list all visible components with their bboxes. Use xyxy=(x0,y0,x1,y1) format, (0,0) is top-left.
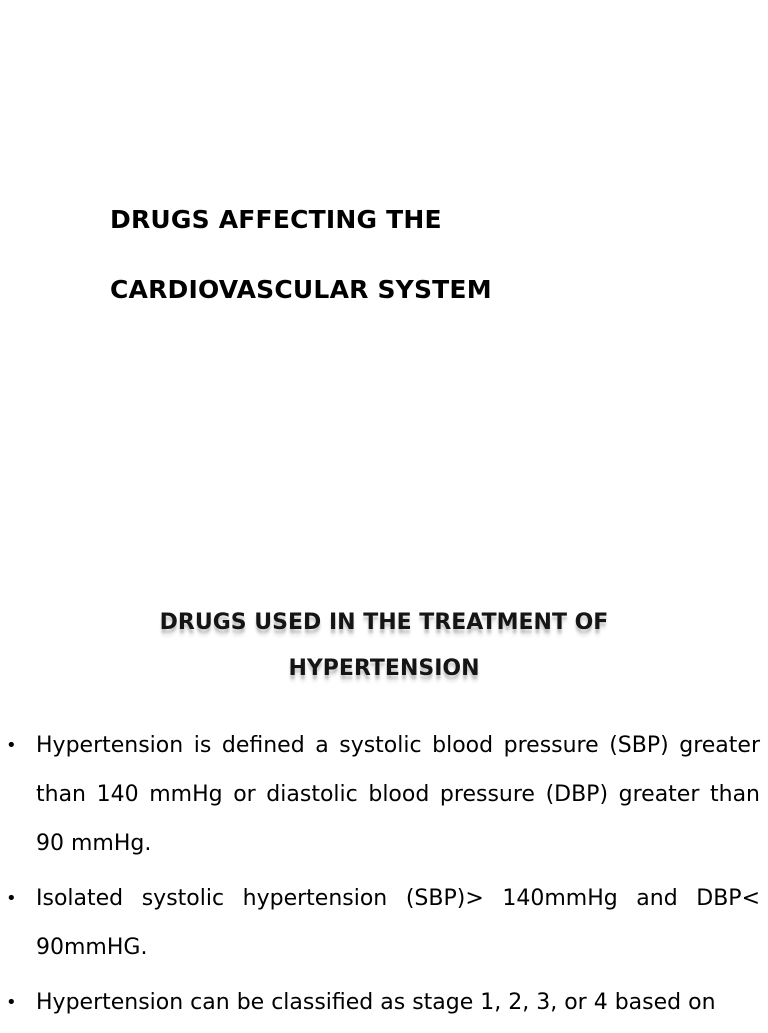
bullet-item-classification xyxy=(0,978,768,1027)
section-heading-line-2: HYPERTENSION xyxy=(288,656,480,681)
section-heading xyxy=(0,604,768,696)
section-heading-line-1: DRUGS USED IN THE TREATMENT OF xyxy=(159,610,609,635)
bullet-text: Hypertension is defined a systolic blood pressure (SBP) greater than 140 mmHg or diastolic blood pressure (DBP) greater than 90 mmHg. xyxy=(36,733,760,856)
slide-title-line-1: DRUGS AFFECTING THE xyxy=(110,205,442,234)
slide-title xyxy=(110,200,492,340)
bullet-marker: • xyxy=(6,992,17,1013)
bullet-text: Hypertension can be classified as stage 1, 2, 3, or 4 based on xyxy=(36,990,716,1015)
slide-title-line-2: CARDIOVASCULAR SYSTEM xyxy=(110,275,492,304)
bullet-item-definition xyxy=(0,721,768,868)
bullet-marker: • xyxy=(6,735,17,756)
bullet-item-isolated-systolic xyxy=(0,874,768,972)
bullet-text: Isolated systolic hypertension (SBP)> 140mmHg and DBP< 90mmHG. xyxy=(36,886,760,960)
bullet-marker: • xyxy=(6,888,17,909)
bullet-list xyxy=(0,721,768,1033)
